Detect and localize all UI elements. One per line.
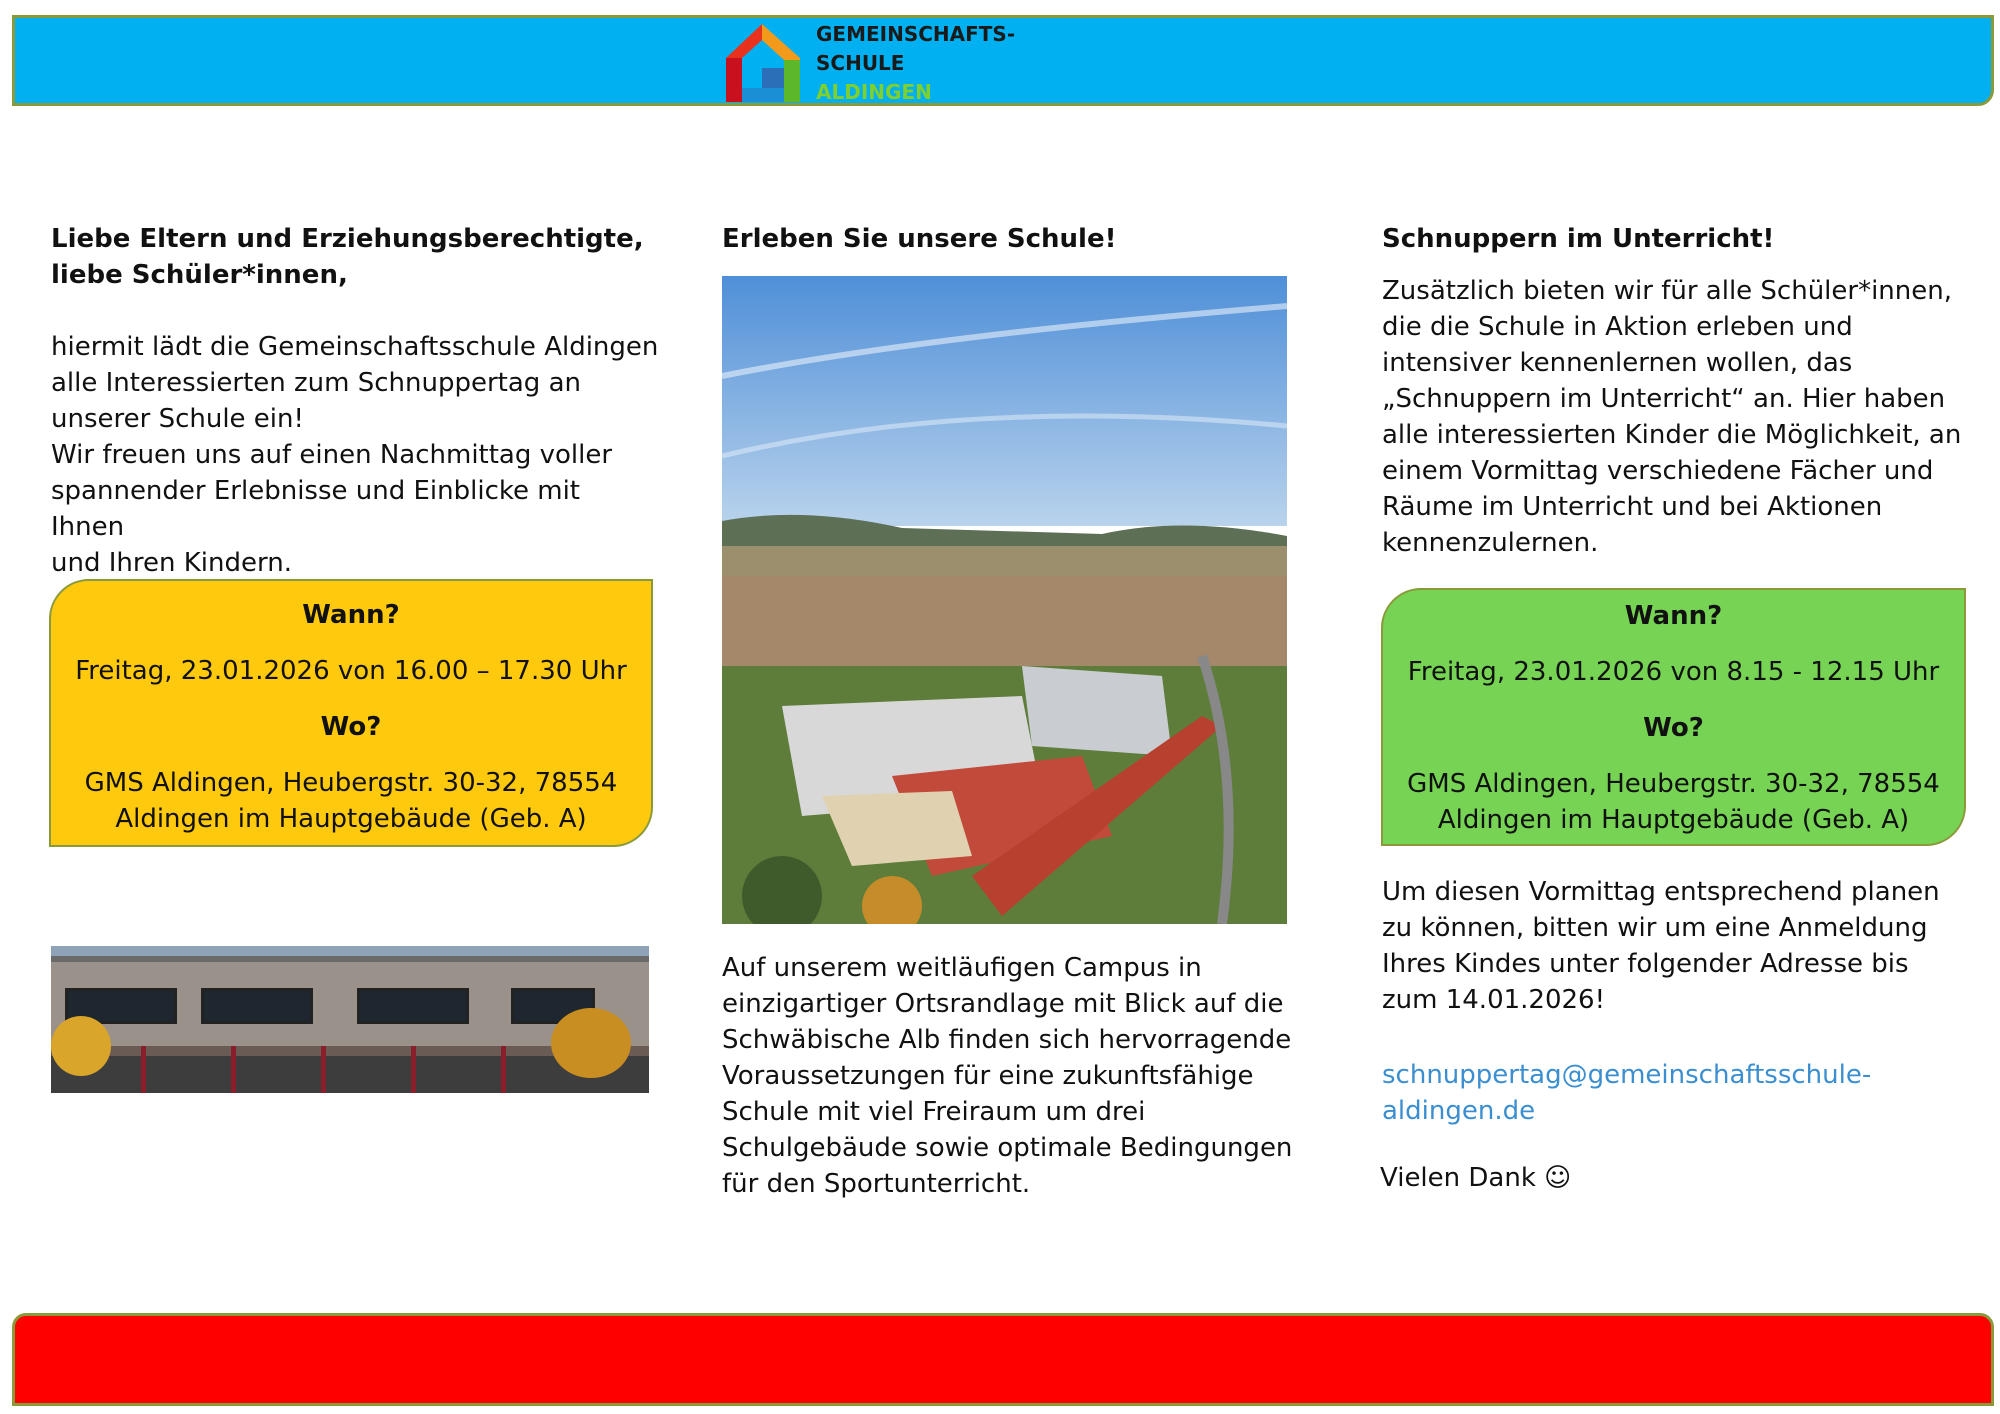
registration-text: Um diesen Vormittag entsprechend planen zu können, bitten wir um eine Anmeldung Ihres Kindes unter folgender Adresse bis zum 14.01.2026! — [1382, 877, 1940, 1015]
school-logo — [722, 18, 1022, 104]
registration-email-link[interactable] — [1382, 1057, 1972, 1129]
where-label: Wo? — [1643, 713, 1704, 743]
middle-heading: Erleben Sie unsere Schule! — [722, 224, 1117, 254]
when-label: Wann? — [302, 600, 400, 630]
where-line2: Aldingen im Hauptgebäude (Geb. A) — [1437, 805, 1910, 835]
school-building-photo — [51, 946, 649, 1093]
left-column — [51, 221, 661, 581]
where-line2: Aldingen im Hauptgebäude (Geb. A) — [115, 804, 587, 834]
logo-line1: GEMEINSCHAFTS- — [816, 22, 1016, 46]
intro-text: hiermit lädt die Gemeinschaftsschule Aldingen alle Interessierten zum Schnuppertag an unserer Schule ein! Wir freuen uns auf einen Nachmittag voller spannender Erlebnisse und Einblicke mit Ihnen und Ihren Kindern. — [51, 332, 659, 578]
middle-column — [722, 221, 1302, 257]
afternoon-info-box — [49, 579, 653, 847]
campus-text: Auf unserem weitläufigen Campus in einzigartiger Ortsrandlage mit Blick auf die Schwäbische Alb finden sich hervorragende Voraussetzungen für eine zukunftsfähige Schule mit viel Freiraum um drei Schulgebäude sowie optimale Bedingungen für den Sportunterricht. — [722, 953, 1293, 1199]
house-logo-icon — [722, 18, 804, 104]
right-heading: Schnuppern im Unterricht! — [1382, 224, 1775, 254]
footer-bar — [12, 1313, 1994, 1406]
logo-line2: SCHULE — [816, 51, 905, 75]
email-line2[interactable]: aldingen.de — [1382, 1096, 1536, 1126]
when-value: Freitag, 23.01.2026 von 8.15 - 12.15 Uhr — [1407, 657, 1940, 687]
logo-text — [816, 20, 1015, 107]
right-column — [1382, 221, 1972, 561]
when-label: Wann? — [1624, 601, 1723, 631]
morning-info-box — [1381, 588, 1966, 846]
aerial-campus-photo — [722, 276, 1287, 924]
where-label: Wo? — [320, 712, 382, 742]
thanks-text: Vielen Dank ☺ — [1380, 1163, 1572, 1193]
when-value: Freitag, 23.01.2026 von 16.00 – 17.30 Uhr — [75, 656, 627, 686]
where-line1: GMS Aldingen, Heubergstr. 30-32, 78554 — [1407, 769, 1940, 799]
logo-line3: ALDINGEN — [816, 80, 932, 104]
where-line1: GMS Aldingen, Heubergstr. 30-32, 78554 — [84, 768, 618, 798]
email-line1[interactable]: schnuppertag@gemeinschaftsschule- — [1382, 1060, 1872, 1090]
schnuppern-text: Zusätzlich bieten wir für alle Schüler*innen, die die Schule in Aktion erleben und intensiver kennenlernen wollen, das „Schnuppern im Unterricht“ an. Hier haben alle interessierten Kinder die Möglichkeit, an einem Vormittag verschiedene Fächer und Räume im Unterricht und bei Aktionen kennenzulernen. — [1382, 276, 1962, 558]
greeting-line1: Liebe Eltern und Erziehungsberechtigte, — [51, 224, 644, 254]
greeting-line2: liebe Schüler*innen, — [51, 260, 348, 290]
